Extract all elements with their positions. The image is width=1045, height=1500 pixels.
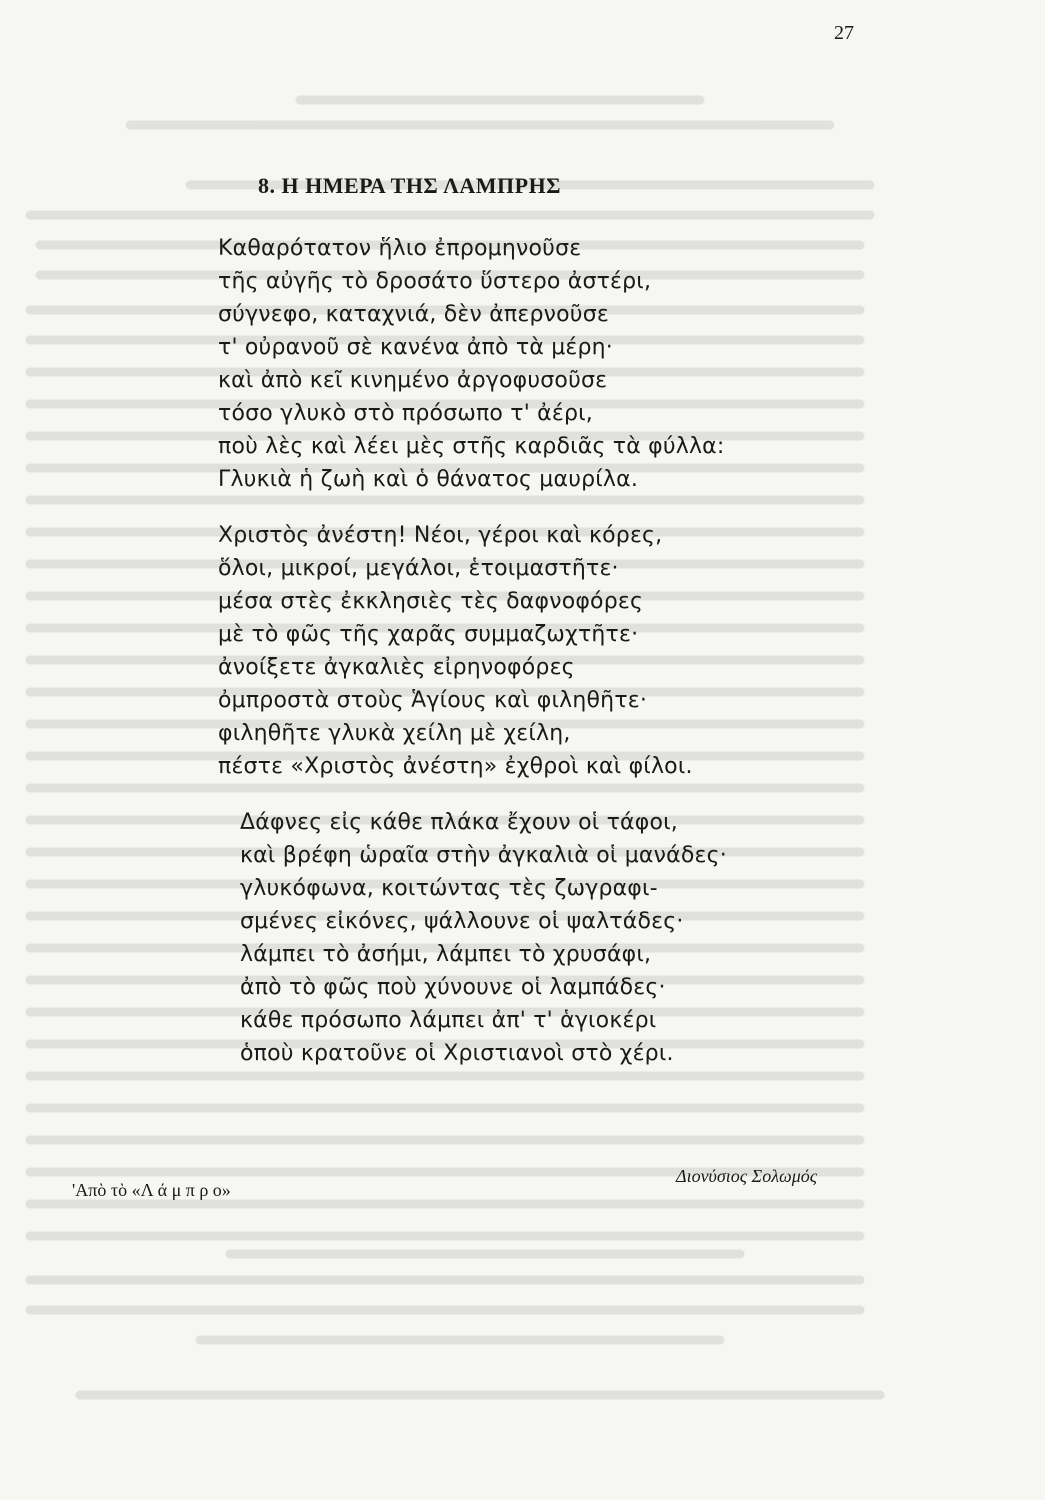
- poem-body: [218, 232, 727, 1070]
- poem-line: Χριστὸς ἀνέστη! Νέοι, γέροι καὶ κόρες,: [218, 523, 663, 548]
- poem-title: 8. Η ΗΜΕΡΑ ΤΗΣ ΛΑΜΠΡΗΣ: [258, 173, 562, 198]
- poem-line: ἀνοίξετε ἀγκαλιὲς εἰρηνοφόρες: [218, 655, 575, 680]
- stanza-3: [240, 806, 727, 1070]
- poem-line: φιληθῆτε γλυκὰ χείλη μὲ χείλη,: [218, 721, 571, 746]
- poem-line: τῆς αὐγῆς τὸ δροσάτο ὕστερο ἀστέρι,: [218, 269, 652, 294]
- poem-line: ἀπὸ τὸ φῶς ποὺ χύνουνε οἱ λαμπάδες·: [240, 975, 666, 1000]
- poem-line: Γλυκιὰ ἡ ζωὴ καὶ ὁ θάνατος μαυρίλα.: [218, 467, 639, 492]
- poem-line: τόσο γλυκὸ στὸ πρόσωπο τ' ἀέρι,: [218, 401, 593, 426]
- poem-line: γλυκόφωνα, κοιτώντας τὲς ζωγραφι-: [240, 876, 658, 901]
- poem-line: λάμπει τὸ ἀσήμι, λάμπει τὸ χρυσάφι,: [240, 942, 652, 967]
- source-citation: 'Απὸ τὸ «Λ ά μ π ρ ο»: [72, 1180, 231, 1200]
- poem-line: καὶ βρέφη ὡραῖα στὴν ἀγκαλιὰ οἱ μανάδες·: [240, 843, 727, 868]
- poem-line: πέστε «Χριστὸς ἀνέστη» ἐχθροὶ καὶ φίλοι.: [218, 754, 693, 779]
- poem-author: Διονύσιος Σολωμός: [676, 1166, 818, 1186]
- poem-line: μὲ τὸ φῶς τῆς χαρᾶς συμμαζωχτῆτε·: [218, 622, 639, 647]
- poem-line: σύγνεφο, καταχνιά, δὲν ἀπερνοῦσε: [218, 302, 609, 327]
- poem-line: ὁποὺ κρατοῦνε οἱ Χριστιανοὶ στὸ χέρι.: [240, 1041, 674, 1066]
- poem-line: καὶ ἀπὸ κεῖ κινημένο ἀργοφυσοῦσε: [218, 368, 608, 393]
- stanza-1: [218, 232, 727, 496]
- poem-line: Καθαρότατον ἥλιο ἐπρομηνοῦσε: [218, 236, 582, 261]
- poem-line: τ' οὐρανοῦ σὲ κανένα ἀπὸ τὰ μέρη·: [218, 335, 614, 360]
- poem-line: ὅλοι, μικροί, μεγάλοι, ἑτοιμαστῆτε·: [218, 556, 619, 581]
- poem-line: ποὺ λὲς καὶ λέει μὲς στῆς καρδιᾶς τὰ φύλλα:: [218, 434, 725, 459]
- poem-line: ὀμπροστὰ στοὺς Ἁγίους καὶ φιληθῆτε·: [218, 688, 648, 713]
- poem-line: Δάφνες εἰς κάθε πλάκα ἔχουν οἱ τάφοι,: [240, 810, 678, 835]
- poem-line: μέσα στὲς ἐκκλησιὲς τὲς δαφνοφόρες: [218, 589, 644, 614]
- page-number: 27: [834, 22, 854, 44]
- stanza-2: [218, 519, 727, 783]
- poem-line: κάθε πρόσωπο λάμπει ἀπ' τ' ἁγιοκέρι: [240, 1008, 657, 1033]
- poem-line: σμένες εἰκόνες, ψάλλουνε οἱ ψαλτάδες·: [240, 909, 684, 934]
